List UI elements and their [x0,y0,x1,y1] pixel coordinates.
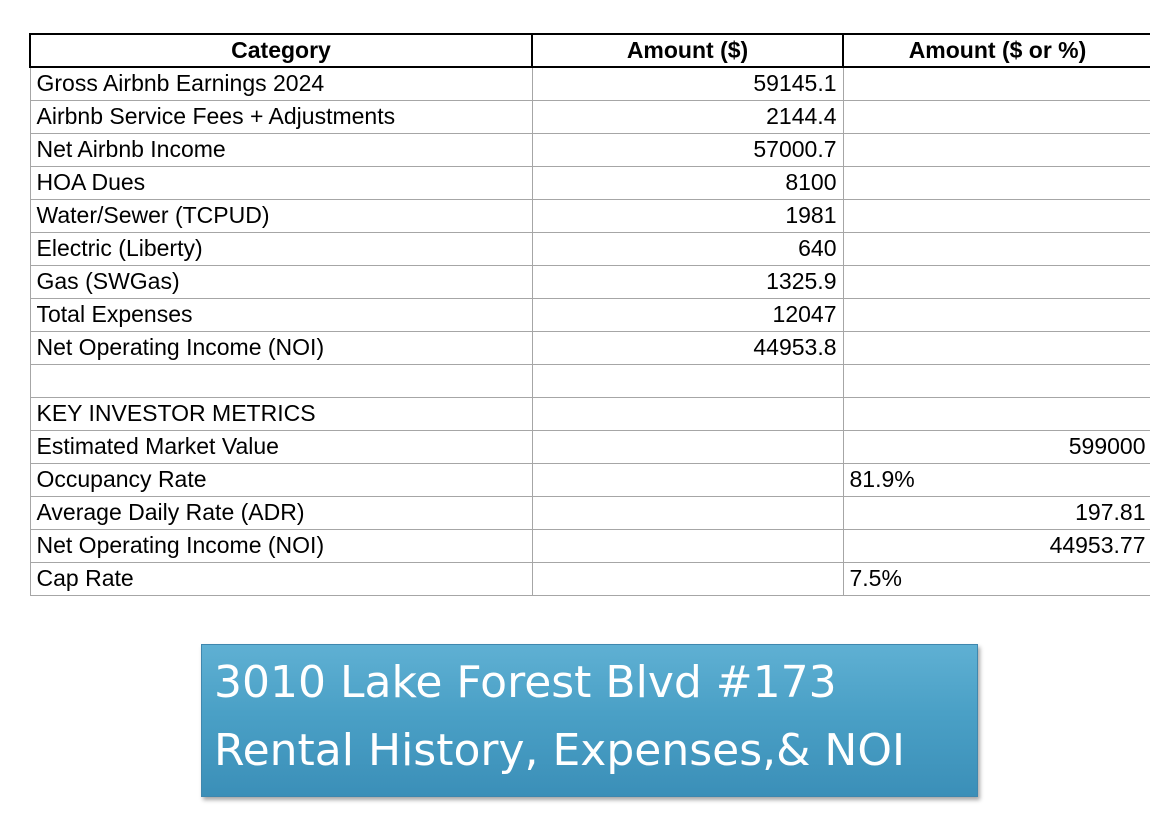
row-amount: 12047 [532,298,843,331]
row-metric [843,298,1150,331]
row-metric [843,67,1150,100]
row-metric [843,232,1150,265]
table-row [30,331,1150,364]
row-metric: 599000 [843,430,1150,463]
table-row [30,430,1150,463]
row-amount: 1325.9 [532,265,843,298]
row-amount: 57000.7 [532,133,843,166]
table-row [30,562,1150,595]
row-category: Water/Sewer (TCPUD) [30,199,532,232]
banner-address: 3010 Lake Forest Blvd #173 [214,657,837,708]
row-category: Estimated Market Value [30,430,532,463]
row-category: Gas (SWGas) [30,265,532,298]
table-row [30,166,1150,199]
row-metric [843,364,1150,397]
row-amount: 2144.4 [532,100,843,133]
table-row [30,133,1150,166]
row-amount: 640 [532,232,843,265]
row-amount: 8100 [532,166,843,199]
section-heading-row [30,397,1150,430]
row-category: Airbnb Service Fees + Adjustments [30,100,532,133]
row-metric [843,397,1150,430]
section-heading: KEY INVESTOR METRICS [30,397,532,430]
row-category: Cap Rate [30,562,532,595]
row-category: HOA Dues [30,166,532,199]
financial-table [29,33,1150,596]
row-amount [532,397,843,430]
row-category: Net Operating Income (NOI) [30,331,532,364]
table-row [30,463,1150,496]
row-amount [532,562,843,595]
row-amount [532,463,843,496]
header-amount-or-percent: Amount ($ or %) [843,34,1150,67]
row-amount [532,430,843,463]
row-metric [843,331,1150,364]
row-metric [843,166,1150,199]
table-row-empty [30,364,1150,397]
table-row [30,67,1150,100]
table-row [30,298,1150,331]
row-amount [532,364,843,397]
row-category: Electric (Liberty) [30,232,532,265]
row-metric [843,265,1150,298]
table-row [30,100,1150,133]
table-row [30,265,1150,298]
row-category: Total Expenses [30,298,532,331]
table-row [30,199,1150,232]
row-metric: 197.81 [843,496,1150,529]
banner-subtitle: Rental History, Expenses,& NOI [214,725,905,776]
table-row [30,232,1150,265]
table-header-row [30,34,1150,67]
header-category: Category [30,34,532,67]
title-banner [201,644,978,797]
row-amount [532,529,843,562]
row-metric [843,199,1150,232]
row-amount [532,496,843,529]
table-row [30,529,1150,562]
row-metric: 81.9% [843,463,1150,496]
row-amount: 44953.8 [532,331,843,364]
row-category: Net Operating Income (NOI) [30,529,532,562]
table-row [30,496,1150,529]
header-amount: Amount ($) [532,34,843,67]
row-amount: 59145.1 [532,67,843,100]
row-metric [843,133,1150,166]
row-metric [843,100,1150,133]
row-category: Net Airbnb Income [30,133,532,166]
row-category: Average Daily Rate (ADR) [30,496,532,529]
row-category: Gross Airbnb Earnings 2024 [30,67,532,100]
row-category [30,364,532,397]
row-metric: 7.5% [843,562,1150,595]
row-category: Occupancy Rate [30,463,532,496]
row-amount: 1981 [532,199,843,232]
row-metric: 44953.77 [843,529,1150,562]
